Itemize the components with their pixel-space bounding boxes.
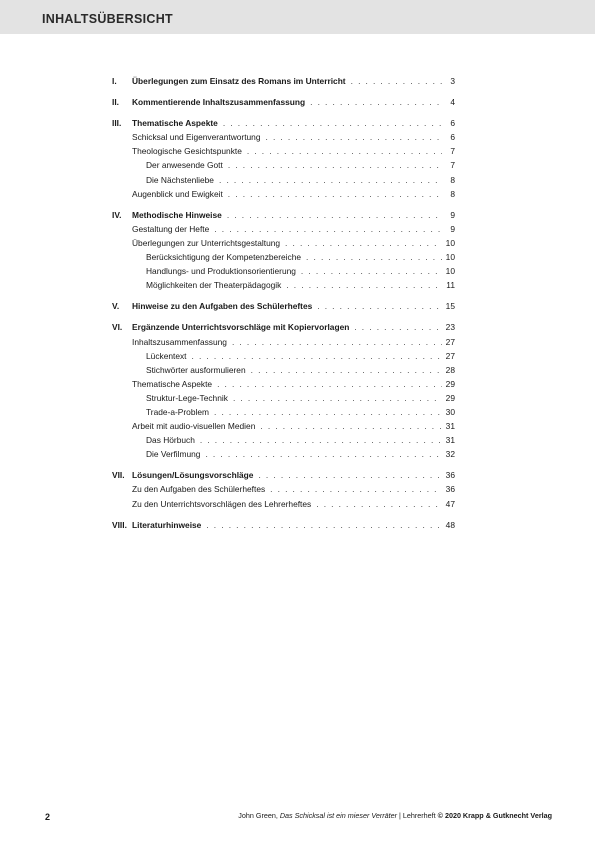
footer-author: John Green,: [238, 811, 280, 820]
toc-page-number: 29: [445, 392, 455, 403]
footer-copyright: © 2020 Krapp & Gutknecht Verlag: [437, 811, 552, 820]
toc-entry-title: Inhaltszusammenfassung: [132, 336, 227, 347]
toc-leader-dots: [260, 419, 441, 433]
toc-entry-title: Überlegungen zur Unterrichtsgestaltung: [132, 237, 281, 248]
toc-leader-dots: [270, 482, 442, 496]
toc-entry-line: [146, 433, 455, 447]
toc-entry-title: Methodische Hinweise: [132, 209, 222, 220]
toc-page-number: 36: [445, 470, 455, 481]
toc-section-number: VII.: [112, 470, 125, 481]
toc-entry-title: Zu den Unterrichtsvorschlägen des Lehrerheftes: [132, 498, 312, 509]
footer-separator: | Lehrerheft: [397, 811, 438, 820]
footer-credit: [238, 811, 552, 820]
toc-page-number: 29: [445, 378, 455, 389]
toc-page-number: 6: [450, 118, 455, 129]
toc-entry-line: [146, 349, 455, 363]
toc-entry: [112, 74, 455, 88]
toc-entry-line: [146, 173, 455, 187]
toc-leader-dots: [286, 278, 442, 292]
toc-entry-line: [132, 208, 455, 222]
toc-section-number: II.: [112, 97, 119, 108]
toc-entry-line: [146, 278, 455, 292]
toc-leader-dots: [228, 158, 442, 172]
toc-entry: [112, 116, 455, 130]
toc-entry: [112, 320, 455, 334]
toc-entry-line: [132, 518, 455, 532]
toc-entry-title: Schicksal und Eigenverantwortung: [132, 132, 261, 143]
toc-entry-title: Lückentext: [146, 350, 187, 361]
toc-entry-title: Literaturhinweise: [132, 519, 202, 530]
toc-page-number: 9: [450, 209, 455, 220]
toc-entry: [112, 335, 455, 349]
toc-page-number: 6: [450, 132, 455, 143]
toc-entry: [112, 391, 455, 405]
footer-book-title: Das Schicksal ist ein mieser Verräter: [279, 811, 398, 820]
toc-page-number: 23: [445, 322, 455, 333]
toc-entry-line: [146, 250, 455, 264]
toc-entry: [112, 447, 455, 461]
toc-entry-line: [132, 74, 455, 88]
toc-entry-line: [132, 236, 455, 250]
toc-entry: [112, 482, 455, 496]
toc-leader-dots: [214, 405, 442, 419]
toc-entry-title: Zu den Aufgaben des Schülerheftes: [132, 484, 266, 495]
toc-entry: [112, 144, 455, 158]
toc-entry-line: [132, 482, 455, 496]
toc-leader-dots: [228, 187, 442, 201]
toc-page-number: 15: [445, 301, 455, 312]
toc-leader-dots: [266, 130, 443, 144]
toc-leader-dots: [214, 222, 442, 236]
toc-page-number: 7: [450, 146, 455, 157]
toc-entry: [112, 363, 455, 377]
toc-entry: [112, 250, 455, 264]
toc-leader-dots: [317, 299, 441, 313]
toc-entry-title: Thematische Aspekte: [132, 378, 213, 389]
toc-entry: [112, 497, 455, 511]
toc-entry-line: [132, 222, 455, 236]
toc-entry: [112, 95, 455, 109]
toc-entry-line: [132, 144, 455, 158]
toc-entry-line: [146, 158, 455, 172]
toc-entry-line: [132, 95, 455, 109]
page-number: 2: [45, 812, 51, 822]
toc-entry: [112, 130, 455, 144]
toc-entry-line: [132, 377, 455, 391]
toc-section-number: VIII.: [112, 519, 127, 530]
toc-entry-title: Berücksichtigung der Kompetenzbereiche: [146, 252, 302, 263]
toc-entry-line: [132, 130, 455, 144]
toc-leader-dots: [316, 497, 441, 511]
toc-leader-dots: [227, 208, 442, 222]
toc-entry-title: Lösungen/Lösungsvorschläge: [132, 470, 254, 481]
toc-leader-dots: [205, 447, 441, 461]
toc-page-number: 30: [445, 406, 455, 417]
toc-entry: [112, 377, 455, 391]
toc-entry: [112, 349, 455, 363]
toc-entry-title: Ergänzende Unterrichtsvorschläge mit Kopiervorlagen: [132, 322, 350, 333]
toc-entry-title: Handlungs- und Produktionsorientierung: [146, 266, 296, 277]
toc-entry-line: [132, 497, 455, 511]
toc-entry-line: [132, 468, 455, 482]
page-title: INHALTSÜBERSICHT: [42, 12, 173, 26]
toc-entry-line: [132, 335, 455, 349]
toc-entry-line: [132, 419, 455, 433]
toc-entry-title: Das Hörbuch: [146, 435, 195, 446]
toc-entry: [112, 187, 455, 201]
toc-page-number: 27: [445, 336, 455, 347]
toc-section-number: IV.: [112, 209, 122, 220]
toc-entry-title: Kommentierende Inhaltszusammenfassung: [132, 97, 306, 108]
toc-leader-dots: [251, 363, 442, 377]
toc-leader-dots: [233, 391, 442, 405]
toc-page-number: 3: [450, 76, 455, 86]
toc-leader-dots: [301, 264, 442, 278]
toc-page-number: 10: [445, 266, 455, 277]
toc-leader-dots: [258, 468, 441, 482]
toc-section-number: V.: [112, 301, 120, 312]
toc-page-number: 31: [445, 421, 455, 432]
toc-entry: [112, 158, 455, 172]
toc-entry: [112, 173, 455, 187]
toc-page-number: 10: [445, 237, 455, 248]
toc-entry-title: Struktur-Lege-Technik: [146, 392, 228, 403]
toc-page-number: 8: [450, 188, 455, 199]
toc-entry-line: [146, 363, 455, 377]
toc-page-number: 8: [450, 174, 455, 185]
toc-entry-line: [132, 116, 455, 130]
toc-entry-title: Möglichkeiten der Theaterpädagogik: [146, 280, 282, 291]
toc-entry-title: Augenblick und Ewigkeit: [132, 188, 223, 199]
toc-entry-title: Trade-a-Problem: [146, 406, 209, 417]
toc-page-number: 11: [446, 280, 455, 291]
toc-entry: [112, 405, 455, 419]
toc-entry-line: [132, 320, 455, 334]
toc-entry-line: [132, 187, 455, 201]
toc-leader-dots: [223, 116, 442, 130]
toc-leader-dots: [247, 144, 442, 158]
toc-leader-dots: [232, 335, 442, 349]
toc-leader-dots: [306, 250, 442, 264]
toc-leader-dots: [354, 320, 441, 334]
toc-entry: [112, 264, 455, 278]
toc-entry: [112, 433, 455, 447]
toc-page-number: 32: [445, 449, 455, 460]
toc-entry-line: [146, 405, 455, 419]
toc-page-number: 48: [445, 519, 455, 530]
toc-entry-line: [146, 391, 455, 405]
toc-entry: [112, 419, 455, 433]
toc-entry-title: Theologische Gesichtspunkte: [132, 146, 242, 157]
toc-page-number: 28: [445, 364, 455, 375]
toc-entry-title: Stichwörter ausformulieren: [146, 364, 246, 375]
toc-entry: [112, 222, 455, 236]
toc-section-number: VI.: [112, 322, 123, 333]
toc-entry-title: Arbeit mit audio-visuellen Medien: [132, 421, 256, 432]
toc-leader-dots: [351, 74, 442, 88]
toc-page-number: 4: [450, 97, 455, 108]
toc-page-number: 10: [445, 252, 455, 263]
table-of-contents: [112, 74, 455, 532]
toc-leader-dots: [310, 95, 442, 109]
toc-entry-title: Der anwesende Gott: [146, 160, 223, 171]
toc-page-number: 7: [450, 160, 455, 171]
toc-entry-title: Thematische Aspekte: [132, 118, 218, 129]
toc-leader-dots: [217, 377, 442, 391]
toc-entry: [112, 468, 455, 482]
toc-leader-dots: [285, 236, 442, 250]
toc-entry: [112, 278, 455, 292]
toc-leader-dots: [192, 349, 442, 363]
toc-entry-title: Die Nächstenliebe: [146, 174, 214, 185]
toc-leader-dots: [206, 518, 441, 532]
toc-entry-line: [146, 264, 455, 278]
toc-page-number: 36: [445, 484, 455, 495]
toc-section-number: III.: [112, 118, 122, 129]
toc-page-number: 47: [445, 498, 455, 509]
toc-entry-line: [132, 299, 455, 313]
toc-entry: [112, 208, 455, 222]
toc-entry: [112, 299, 455, 313]
toc-entry-title: Die Verfilmung: [146, 449, 201, 460]
toc-section-number: I.: [112, 76, 117, 86]
toc-leader-dots: [219, 173, 442, 187]
toc-page-number: 31: [445, 435, 455, 446]
toc-page-number: 27: [445, 350, 455, 361]
toc-entry: [112, 236, 455, 250]
toc-entry-title: Gestaltung der Hefte: [132, 223, 210, 234]
toc-entry-title: Hinweise zu den Aufgaben des Schülerheftes: [132, 301, 313, 312]
toc-entry-title: Überlegungen zum Einsatz des Romans im Unterricht: [132, 76, 346, 86]
toc-page-number: 9: [450, 223, 455, 234]
toc-entry: [112, 518, 455, 532]
toc-leader-dots: [200, 433, 442, 447]
toc-entry-line: [146, 447, 455, 461]
